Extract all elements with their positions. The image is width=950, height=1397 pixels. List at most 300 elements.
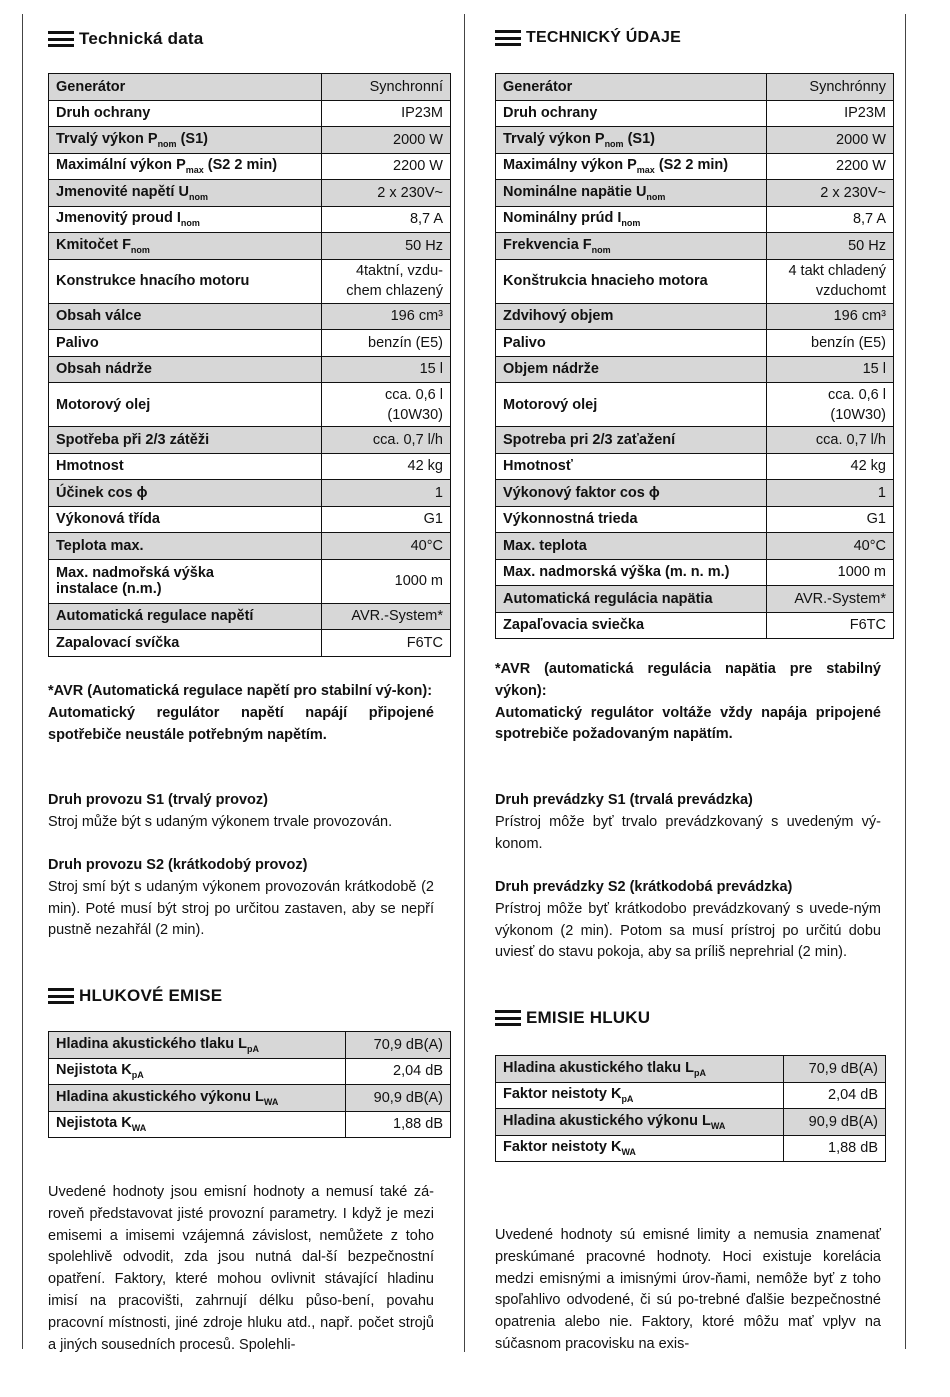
- s1-text: Prístroj môže byť trvalo prevádzkovaný s uvedeným vý-konom.: [495, 813, 881, 852]
- value-text: 90,9 dB(A): [373, 1089, 443, 1106]
- value-text: IP23M: [401, 105, 443, 122]
- spec-label: [496, 480, 767, 507]
- spec-value: [767, 383, 894, 427]
- label-text: Spotřeba při 2/3 zátěži: [56, 431, 210, 448]
- s2-title: Druh provozu S2 (krátkodobý provoz): [48, 857, 308, 873]
- value-text: 2000 W: [393, 131, 443, 148]
- avr-note-text: Automatický regulátor napětí napájí připojené spotřebiče neustále potřebným napětím.: [48, 704, 434, 743]
- spec-label: [49, 100, 322, 127]
- spec-label: [49, 506, 322, 533]
- spec-value: [767, 533, 894, 560]
- label-text: Palivo: [56, 334, 99, 351]
- noise-heading-cz: [48, 986, 222, 1006]
- spec-label: [496, 180, 767, 207]
- spec-label: [496, 303, 767, 330]
- subscript: pA: [246, 1043, 259, 1054]
- spec-label: [496, 356, 767, 383]
- table-row: [496, 330, 894, 357]
- spec-label: [496, 233, 767, 260]
- table-row: [49, 1111, 451, 1138]
- label-text: Frekvencia F: [503, 236, 592, 253]
- table-row: [496, 533, 894, 560]
- spec-value: [321, 356, 450, 383]
- label-text: Max. nadmořská výška: [56, 565, 214, 581]
- noise-label: [496, 1082, 784, 1109]
- spec-label: [49, 453, 322, 480]
- table-row: [496, 206, 894, 233]
- table-row: [49, 259, 451, 303]
- noise-value: [783, 1135, 885, 1162]
- spec-value: [767, 427, 894, 454]
- spec-value: [321, 480, 450, 507]
- value-text: Synchrónny: [809, 78, 886, 95]
- spec-label: [496, 559, 767, 586]
- spec-label: [49, 303, 322, 330]
- spec-value: [321, 303, 450, 330]
- value-text: Synchronní: [369, 78, 443, 95]
- noise-label: [49, 1111, 346, 1138]
- noise-label: [496, 1135, 784, 1162]
- subscript: nom: [646, 191, 666, 202]
- value-text: F6TC: [849, 617, 886, 634]
- spec-value: [321, 127, 450, 154]
- table-row: [496, 612, 894, 639]
- s1-section-sk: [495, 790, 881, 855]
- value-text: 70,9 dB(A): [373, 1036, 443, 1053]
- s2-section-sk: [495, 877, 881, 964]
- emission-paragraph: Uvedené hodnoty sú emisné limity a nemusia znamenať preskúmané pracovné hodnoty. Hoci existuje korelácia medzi emisnými a imisnými úrov-ňami, nemôže byť z toho spoľahlivo odvodené, či sú po-trebné ďalšie bezpečnostné opatrenia alebo nie. Faktory, ktoré môžu mať vplyv na súčasnom pracovisku na exis-: [495, 1227, 881, 1352]
- spec-label: [496, 153, 767, 180]
- value-text: 1: [877, 484, 886, 501]
- emission-text-sk: [495, 1225, 881, 1356]
- label-text: Trvalý výkon P: [503, 130, 605, 147]
- label-text: Hladina akustického tlaku L: [56, 1035, 247, 1052]
- value-text: AVR.-System*: [351, 608, 443, 625]
- menu-lines-icon: [48, 31, 74, 47]
- table-row: [49, 206, 451, 233]
- table-row: [496, 153, 894, 180]
- label-text: Jmenovité napětí U: [56, 183, 189, 200]
- value-text: 2000 W: [836, 131, 886, 148]
- table-row: [49, 1058, 451, 1085]
- spec-value: [321, 630, 450, 657]
- table-row: [49, 330, 451, 357]
- spec-value: [767, 356, 894, 383]
- table-row: [496, 180, 894, 207]
- spec-value: [767, 480, 894, 507]
- value-text: cca. 0,6 l: [384, 386, 443, 403]
- value-text: 4 takt chladený: [788, 263, 886, 279]
- subscript: nom: [180, 218, 200, 229]
- value-text: (10W30): [387, 406, 443, 423]
- label-text: Faktor neistoty K: [503, 1139, 622, 1156]
- label-text: Zapalovací svíčka: [56, 634, 180, 651]
- spec-value: [767, 206, 894, 233]
- spec-value: [767, 586, 894, 613]
- label-text: Maximálny výkon P: [503, 157, 637, 174]
- label-text: Výkonnostná trieda: [503, 511, 638, 528]
- value-text: benzín (E5): [811, 334, 886, 351]
- label-text: Kmitočet F: [56, 236, 131, 253]
- avr-note-text: Automatický regulátor voltáže vždy napája pripojené spotrebiče požadovaným napätím.: [495, 704, 881, 743]
- value-text: 4taktní, vzdu-: [355, 263, 443, 279]
- tech-data-title: Technická data: [79, 29, 204, 48]
- value-text: 1,88 dB: [393, 1116, 443, 1133]
- spec-value: [321, 559, 450, 603]
- table-row: [49, 506, 451, 533]
- spec-label: [49, 74, 322, 101]
- menu-lines-icon: [495, 1010, 521, 1026]
- label-text: Nominálne napätie U: [503, 183, 647, 200]
- table-row: [496, 453, 894, 480]
- noise-heading-sk: [495, 1008, 650, 1028]
- value-text: 50 Hz: [848, 237, 886, 254]
- table-row: [49, 603, 451, 630]
- value-text: 1,88 dB: [828, 1140, 878, 1157]
- noise-value: [345, 1111, 450, 1138]
- value-text: 2,04 dB: [828, 1087, 878, 1104]
- value-text: 2200 W: [393, 158, 443, 175]
- subscript: nom: [188, 191, 208, 202]
- noise-label: [496, 1056, 784, 1083]
- table-row: [49, 303, 451, 330]
- label-suffix: (S1): [176, 130, 208, 147]
- emission-text-cz: [48, 1182, 434, 1356]
- label-text: Výkonový faktor cos ϕ: [503, 484, 660, 501]
- value-text: 8,7 A: [409, 211, 443, 228]
- label-text: Zapaľovacia sviečka: [503, 617, 645, 634]
- table-row: [496, 1082, 886, 1109]
- value-text: cca. 0,7 l/h: [815, 431, 886, 448]
- spec-label: [49, 630, 322, 657]
- spec-value: [767, 233, 894, 260]
- spec-value: [321, 259, 450, 303]
- label-text: Obsah válce: [56, 308, 142, 325]
- spec-label: [496, 453, 767, 480]
- label-text: Generátor: [56, 78, 126, 95]
- label-text: Konštrukcia hnacieho motora: [503, 273, 708, 289]
- noise-title: EMISIE HLUKU: [526, 1008, 651, 1027]
- label-text: Maximální výkon P: [56, 157, 186, 174]
- menu-lines-icon: [495, 30, 521, 46]
- value-text: 1000 m: [394, 573, 443, 589]
- value-text: 90,9 dB(A): [808, 1113, 878, 1130]
- table-row: [496, 356, 894, 383]
- spec-label: [496, 259, 767, 303]
- table-row: [496, 1109, 886, 1136]
- value-text: F6TC: [406, 634, 443, 651]
- spec-value: [767, 559, 894, 586]
- avr-note-cz: [48, 681, 434, 746]
- spec-label: [49, 180, 322, 207]
- subscript: max: [636, 165, 655, 176]
- label-text: Jmenovitý proud I: [56, 210, 181, 227]
- spec-label: [49, 383, 322, 427]
- value-text: 70,9 dB(A): [808, 1060, 878, 1077]
- label-text: Spotreba pri 2/3 zaťažení: [503, 431, 676, 448]
- table-row: [49, 74, 451, 101]
- table-row: [49, 153, 451, 180]
- column-divider: [464, 14, 465, 1352]
- spec-value: [767, 153, 894, 180]
- subscript: nom: [157, 138, 177, 149]
- table-row: [49, 480, 451, 507]
- subscript: WA: [710, 1120, 726, 1131]
- subscript: nom: [621, 218, 641, 229]
- table-row: [49, 100, 451, 127]
- table-row: [49, 533, 451, 560]
- label-text: Hladina akustického výkonu L: [503, 1112, 711, 1129]
- label-text: Nejistota K: [56, 1062, 132, 1079]
- subscript: pA: [621, 1094, 634, 1105]
- subscript: nom: [130, 244, 150, 255]
- tech-data-table-sk: [495, 73, 894, 639]
- s2-title: Druh prevádzky S2 (krátkodobá prevádzka): [495, 879, 793, 895]
- spec-value: [767, 453, 894, 480]
- spec-value: [321, 206, 450, 233]
- spec-label: [49, 127, 322, 154]
- table-row: [496, 100, 894, 127]
- spec-label: [496, 206, 767, 233]
- spec-label: [496, 612, 767, 639]
- noise-value: [345, 1085, 450, 1112]
- right-margin-rule: [905, 14, 906, 1349]
- avr-note-title: *AVR (automatická regulácia napätia pre stabilný výkon):: [495, 661, 881, 699]
- spec-value: [321, 233, 450, 260]
- spec-label: [496, 74, 767, 101]
- subscript: nom: [604, 138, 624, 149]
- spec-value: [321, 383, 450, 427]
- s1-text: Stroj může být s udaným výkonem trvale provozován.: [48, 813, 393, 830]
- spec-label: [49, 330, 322, 357]
- spec-value: [767, 74, 894, 101]
- value-text: (10W30): [830, 406, 886, 423]
- value-text: 40°C: [853, 537, 886, 554]
- label-text: Výkonová třída: [56, 511, 160, 528]
- spec-value: [321, 427, 450, 454]
- table-row: [49, 180, 451, 207]
- table-row: [496, 127, 894, 154]
- spec-value: [321, 74, 450, 101]
- value-text: benzín (E5): [368, 334, 443, 351]
- spec-label: [49, 206, 322, 233]
- label-text: Max. teplota: [503, 537, 587, 554]
- spec-value: [767, 506, 894, 533]
- value-text: 1: [434, 484, 443, 501]
- spec-value: [767, 100, 894, 127]
- table-row: [49, 453, 451, 480]
- spec-value: [321, 180, 450, 207]
- label-text: Hladina akustického výkonu L: [56, 1088, 264, 1105]
- emission-paragraph: Uvedené hodnoty jsou emisní hodnoty a nemusí také zá-roveň představovat jisté provozní parametry. I když je mezi emisemi a imisemi vzájemná závislost, nemůžete z toho spolehlivě odvodit, zda jsou nutná dal-ší bezpečnostní opatření. Faktory, které mohou ovlivnit stávající hladinu imisí na pracovišti, zahrnují délku půso-bení, povahu pracovní místnosti, jiné zdroje hluku atd., např. počet strojů a jiných sousedních procesů. Spolehli-: [48, 1184, 434, 1353]
- value-text: 15 l: [862, 361, 886, 378]
- noise-value: [783, 1082, 885, 1109]
- value-text: 1000 m: [837, 564, 886, 581]
- table-row: [49, 1032, 451, 1059]
- spec-value: [321, 506, 450, 533]
- value-text: chem chlazený: [346, 283, 443, 299]
- spec-label: [496, 383, 767, 427]
- s1-title: Druh provozu S1 (trvalý provoz): [48, 792, 268, 808]
- table-row: [49, 1085, 451, 1112]
- spec-label: [496, 506, 767, 533]
- subscript: WA: [263, 1096, 279, 1107]
- label-text: Generátor: [503, 78, 573, 95]
- subscript: pA: [693, 1067, 706, 1078]
- tech-data-heading-cz: [48, 29, 203, 49]
- value-text: 50 Hz: [405, 237, 443, 254]
- table-row: [496, 480, 894, 507]
- noise-value: [783, 1056, 885, 1083]
- spec-label: [49, 533, 322, 560]
- spec-label: [49, 427, 322, 454]
- label-text: Teplota max.: [56, 537, 144, 554]
- label-suffix: (S2 2 min): [203, 157, 278, 174]
- label-text: Obsah nádrže: [56, 361, 152, 378]
- noise-title: HLUKOVÉ EMISE: [79, 986, 223, 1005]
- spec-label: [496, 100, 767, 127]
- value-text: 15 l: [419, 361, 443, 378]
- subscript: WA: [131, 1123, 147, 1134]
- noise-value: [345, 1032, 450, 1059]
- left-margin-rule: [22, 14, 23, 1349]
- table-row: [49, 233, 451, 260]
- avr-note-title: *AVR (Automatická regulace napětí pro stabilní vý-kon):: [48, 683, 433, 699]
- value-text: 42 kg: [407, 458, 443, 475]
- noise-label: [49, 1085, 346, 1112]
- tech-data-title: TECHNICKÝ ÚDAJE: [526, 29, 682, 46]
- spec-value: [767, 259, 894, 303]
- spec-label: [49, 480, 322, 507]
- value-text: 2,04 dB: [393, 1063, 443, 1080]
- spec-value: [321, 330, 450, 357]
- spec-label: [496, 127, 767, 154]
- menu-lines-icon: [48, 988, 74, 1004]
- label-suffix: (S2 2 min): [654, 157, 729, 174]
- value-text: 40°C: [410, 537, 443, 554]
- spec-value: [767, 303, 894, 330]
- spec-value: [321, 603, 450, 630]
- noise-value: [783, 1109, 885, 1136]
- noise-label: [49, 1058, 346, 1085]
- spec-label: [496, 427, 767, 454]
- value-text: vzduchomt: [815, 283, 886, 299]
- label-text: Konstrukce hnacího motoru: [56, 273, 250, 289]
- table-row: [49, 559, 451, 603]
- table-row: [49, 356, 451, 383]
- subscript: max: [185, 165, 204, 176]
- avr-note-sk: [495, 659, 881, 746]
- s1-section-cz: [48, 790, 438, 834]
- spec-label: [496, 586, 767, 613]
- s2-section-cz: [48, 855, 434, 942]
- table-row: [496, 303, 894, 330]
- noise-label: [496, 1109, 784, 1136]
- value-text: cca. 0,7 l/h: [372, 431, 443, 448]
- table-row: [49, 427, 451, 454]
- spec-value: [321, 533, 450, 560]
- label-text: Hmotnosť: [503, 458, 573, 475]
- spec-label: [49, 153, 322, 180]
- spec-label: [496, 533, 767, 560]
- table-row: [496, 74, 894, 101]
- label-text: instalace (n.m.): [56, 581, 162, 597]
- label-text: Palivo: [503, 334, 546, 351]
- table-row: [496, 559, 894, 586]
- table-row: [49, 127, 451, 154]
- spec-value: [767, 180, 894, 207]
- subscript: pA: [131, 1070, 144, 1081]
- label-text: Max. nadmorská výška (m. n. m.): [503, 564, 730, 581]
- s2-text: Stroj smí být s udaným výkonem provozován krátkodobě (2 min). Poté musí být stroj po určitou zastaven, aby se nepří pustně nezahřál (2 min).: [48, 878, 434, 939]
- spec-value: [321, 153, 450, 180]
- label-text: Druh ochrany: [56, 105, 151, 122]
- table-row: [496, 259, 894, 303]
- value-text: cca. 0,6 l: [827, 386, 886, 403]
- s1-title: Druh prevádzky S1 (trvalá prevádzka): [495, 792, 753, 808]
- s2-text: Prístroj môže byť krátkodobo prevádzkovaný s uvede-ným výkonom (2 min). Potom sa musí prístroj po určitú dobu uviesť do stavu pokoja, aby sa príliš neprehrial (2 min).: [495, 900, 881, 961]
- value-text: 196 cm³: [833, 308, 886, 325]
- noise-label: [49, 1032, 346, 1059]
- spec-value: [767, 612, 894, 639]
- table-row: [49, 630, 451, 657]
- spec-label: [49, 356, 322, 383]
- table-row: [49, 383, 451, 427]
- label-text: Druh ochrany: [503, 105, 598, 122]
- label-text: Hladina akustického tlaku L: [503, 1059, 694, 1076]
- subscript: WA: [621, 1147, 636, 1158]
- label-text: Faktor neistoty K: [503, 1086, 622, 1103]
- table-row: [496, 383, 894, 427]
- value-text: 2200 W: [836, 158, 886, 175]
- spec-value: [321, 100, 450, 127]
- subscript: nom: [591, 244, 611, 255]
- value-text: IP23M: [844, 105, 886, 122]
- value-text: G1: [423, 511, 443, 528]
- value-text: 2 x 230V~: [820, 184, 886, 201]
- label-text: Automatická regulace napětí: [56, 608, 254, 625]
- spec-value: [321, 453, 450, 480]
- noise-table-cz: [48, 1031, 451, 1138]
- label-text: Zdvihový objem: [503, 308, 614, 325]
- label-text: Nejistota K: [56, 1115, 132, 1132]
- label-text: Nominálny prúd I: [503, 210, 622, 227]
- value-text: 196 cm³: [390, 308, 443, 325]
- spec-value: [767, 330, 894, 357]
- spec-label: [49, 233, 322, 260]
- value-text: 42 kg: [850, 458, 886, 475]
- spec-value: [767, 127, 894, 154]
- label-text: Motorový olej: [56, 396, 151, 413]
- spec-label: [49, 603, 322, 630]
- noise-value: [345, 1058, 450, 1085]
- value-text: G1: [866, 511, 886, 528]
- table-row: [496, 506, 894, 533]
- tech-data-heading-sk: [495, 29, 681, 47]
- label-text: Motorový olej: [503, 396, 598, 413]
- table-row: [496, 1056, 886, 1083]
- label-text: Objem nádrže: [503, 361, 599, 378]
- label-text: Trvalý výkon P: [56, 130, 158, 147]
- table-row: [496, 427, 894, 454]
- tech-data-table-cz: [48, 73, 451, 657]
- noise-table-sk: [495, 1055, 886, 1162]
- spec-label: [496, 330, 767, 357]
- table-row: [496, 1135, 886, 1162]
- spec-label: [49, 259, 322, 303]
- spec-label: [49, 559, 322, 603]
- label-text: Účinek cos ϕ: [56, 484, 148, 501]
